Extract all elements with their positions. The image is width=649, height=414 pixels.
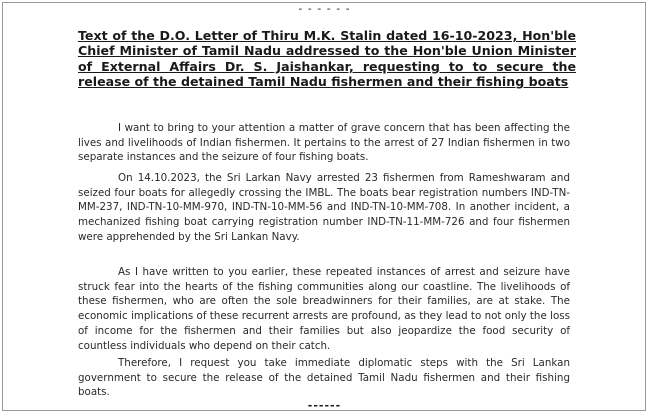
paragraph-impact: As I have written to you earlier, these repeated instances of arrest and seizure have struck fear into the hearts of the fishing communities along our coastline. The livelihoods of these fishermen, who are often the sole breadwinners for their families, are at stake. The economic implications of these recurrent arrests are profound, as they lead to not only the loss of income for the fishermen and their families but also jeopardize the food security of countless individuals who depend on their catch. (78, 266, 570, 352)
document-title: Text of the D.O. Letter of Thiru M.K. Stalin dated 16-10-2023, Hon'ble Chief Minister of Tamil Nadu addressed to the Hon'ble Union Minister of External Affairs Dr. S. Jaishankar, requesting to to secure the release of the detained Tamil Nadu fishermen and their fishing boats (78, 28, 576, 90)
paragraph-request: Therefore, I request you take immediate diplomatic steps with the Sri Lankan government to secure the release of the detained Tamil Nadu fishermen and their fishing boats. (78, 357, 570, 399)
paragraph-arrest-details: On 14.10.2023, the Sri Larkan Navy arrested 23 fishermen from Rameshwaram and seized four boats for allegedly crossing the IMBL. The boats bear registration numbers IND-TN-MM-237, IND-TN-10-MM-970, IND-TN-10-MM-56 and IND-TN-10-MM-708. In another incident, a mechanized fishing boat carrying registration number IND-TN-11-MM-726 and four fishermen were apprehended by the Sri Lankan Navy. (78, 172, 570, 243)
top-separator: - - - - - - (298, 2, 351, 15)
bottom-separator: ------ (307, 399, 342, 412)
paragraph-concern: I want to bring to your attention a matter of grave concern that has been affecting the lives and livelihoods of Indian fishermen. It pertains to the arrest of 27 Indian fishermen in two separate instances and the seizure of four fishing boats. (78, 122, 570, 164)
